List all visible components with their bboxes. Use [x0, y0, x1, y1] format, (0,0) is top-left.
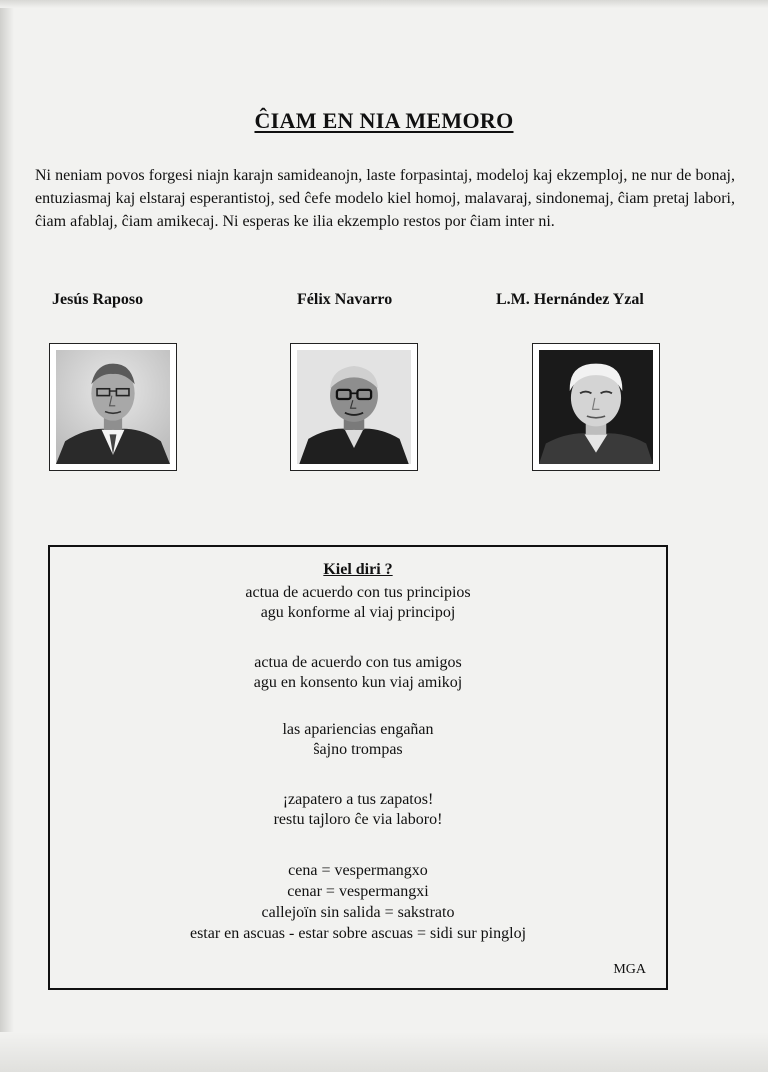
phrase-es: actua de acuerdo con tus principios — [245, 584, 471, 601]
intro-paragraph: Ni neniam povos forgesi niajn karajn samideanojn, laste forpasintaj, modeloj kaj ekzemploj, ne nur de bonaj, entuziasmaj kaj elstaraj esperantistoj, sed ĉefe modelo kiel homoj, malavaraj, sindonemaj, ĉiam pretaj labori, ĉiam afablaj, ĉiam amikecaj. Ni esperas ke ilia ekzemplo restos por ĉiam inter ni. — [35, 167, 735, 230]
phrase-eo: restu tajloro ĉe via laboro! — [273, 811, 443, 828]
portrait-navarro-image — [297, 350, 411, 464]
person-name-raposo: Jesús Raposo — [52, 291, 144, 308]
term-line: cena = vespermangxo — [288, 862, 428, 879]
portrait-hernandez — [532, 343, 660, 471]
phrase-eo: ŝajno trompas — [313, 741, 403, 758]
page-title: ĈIAM EN NIA MEMORO — [254, 108, 514, 133]
portrait-raposo-image — [56, 350, 170, 464]
phrase-eo: agu konforme al viaj principoj — [260, 604, 456, 621]
signature: MGA — [613, 962, 646, 977]
person-name-navarro: Félix Navarro — [297, 291, 393, 308]
phrase-eo: agu en konsento kun viaj amikoj — [253, 674, 463, 691]
term-line: cenar = vespermangxi — [287, 883, 429, 900]
phrase-es: ¡zapatero a tus zapatos! — [282, 791, 434, 808]
names-row — [0, 291, 768, 315]
phrase-es: las apariencias engañan — [282, 721, 434, 738]
phrase-es: actua de acuerdo con tus amigos — [254, 654, 462, 671]
portrait-raposo — [49, 343, 177, 471]
kiel-diri-box — [48, 545, 668, 990]
person-name-hernandez: L.M. Hernández Yzal — [496, 291, 644, 308]
portrait-hernandez-image — [539, 350, 653, 464]
portrait-navarro — [290, 343, 418, 471]
scan-top-edge — [0, 0, 768, 8]
kiel-diri-heading: Kiel diri ? — [323, 561, 393, 578]
term-line: callejoïn sin salida = sakstrato — [261, 904, 455, 921]
scan-bottom-edge — [0, 1032, 768, 1072]
scan-left-edge — [0, 0, 14, 1072]
term-line: estar en ascuas - estar sobre ascuas = sidi sur pingloj — [189, 925, 527, 942]
